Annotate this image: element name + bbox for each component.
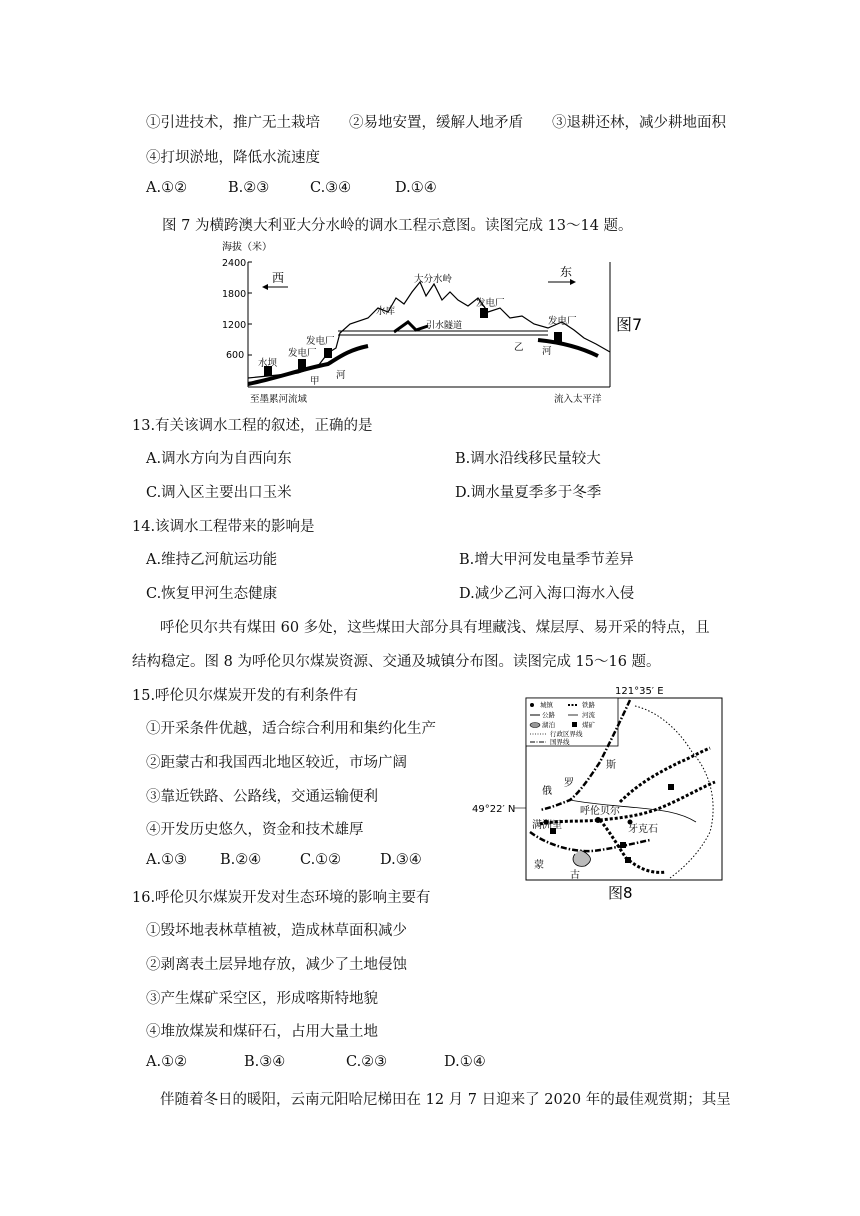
plant-label: 发电厂 — [288, 348, 317, 359]
legend-item: 煤矿 — [582, 721, 595, 729]
plant-label: 发电厂 — [306, 336, 335, 347]
q16-choice-b: B.③④ — [244, 1054, 286, 1070]
q16-choice-a: A.①② — [146, 1054, 188, 1070]
q16-choice-c: C.②③ — [346, 1054, 388, 1070]
options-line-1: ①引进技术，推广无土栽培 ②易地安置，缓解人地矛盾 ③退耕还林，减少耕地面积 — [146, 115, 726, 131]
plant-marker — [324, 348, 332, 358]
plant-marker — [554, 332, 562, 342]
coal-mine-marker — [625, 857, 631, 863]
east-label: 东 — [560, 265, 573, 279]
figure-8 — [470, 682, 730, 904]
question-16-stem: 16.呼伦贝尔煤炭开发对生态环境的影响主要有 — [132, 890, 431, 906]
y-tick: 1800 — [222, 289, 247, 300]
q15-choice-b: B.②④ — [220, 852, 262, 868]
label-yakeshi: 牙克石 — [628, 824, 658, 835]
q13-option-a: A.调水方向为自西向东 — [146, 451, 292, 467]
label-russia: 罗 — [564, 778, 574, 789]
q15-option-2: ②距蒙古和我国西北地区较近，市场广阔 — [146, 755, 407, 771]
label-mongolia: 蒙 — [534, 860, 544, 871]
dam-label: 水坝 — [258, 358, 278, 369]
q16-option-4: ④堆放煤炭和煤矸石，占用大量土地 — [146, 1024, 378, 1040]
figure-label: 图8 — [608, 884, 633, 902]
peak-label: 大分水岭 — [414, 274, 453, 285]
coal-mine-marker — [620, 842, 626, 848]
plant-marker — [298, 359, 306, 369]
choice-c: C.③④ — [310, 180, 352, 196]
river-he-label: 河 — [336, 370, 346, 381]
y-tick: 2400 — [222, 258, 247, 269]
legend-item: 河流 — [582, 711, 595, 719]
q16-option-2: ②剥离表土层异地存放，减少了土地侵蚀 — [146, 957, 407, 973]
label-russia: 俄 — [542, 786, 552, 797]
intro-fig8-line1: 呼伦贝尔共有煤田 60 多处，这些煤田大部分具有埋藏浅、煤层厚、易开采的特点，且 — [160, 620, 710, 636]
question-15-stem: 15.呼伦贝尔煤炭开发的有利条件有 — [132, 688, 359, 704]
intro-fig8-line2: 结构稳定。图 8 为呼伦贝尔煤炭资源、交通及城镇分布图。读图完成 15～16 题。 — [132, 654, 661, 670]
label-manzhouli: 满洲里 — [532, 820, 562, 831]
label-mongolia: 古 — [570, 870, 580, 881]
question-14-stem: 14.该调水工程带来的影响是 — [132, 519, 315, 535]
q16-option-3: ③产生煤矿采空区，形成喀斯特地貌 — [146, 991, 378, 1007]
figure-7 — [218, 238, 648, 408]
river-he-label: 河 — [542, 346, 552, 357]
y-axis-title: 海拔（米） — [222, 242, 272, 253]
legend-item: 铁路 — [582, 701, 595, 709]
q13-option-d: D.调水量夏季多于冬季 — [455, 485, 602, 501]
tunnel-label: 引水隧道 — [426, 321, 463, 331]
q16-choice-d: D.①④ — [444, 1054, 486, 1070]
q14-option-c: C.恢复甲河生态健康 — [146, 586, 278, 602]
latitude-label: 49°22′ N — [472, 804, 516, 815]
plant-label: 发电厂 — [548, 316, 577, 327]
q15-option-4: ④开发历史悠久，资金和技术雄厚 — [146, 822, 364, 838]
intro-fig7: 图 7 为横跨澳大利亚大分水岭的调水工程示意图。读图完成 13～14 题。 — [162, 218, 633, 234]
legend-item: 国界线 — [550, 738, 570, 746]
bottom-right-label: 流入太平洋 — [554, 394, 602, 405]
west-label: 西 — [272, 271, 285, 285]
y-tick: 1200 — [222, 320, 247, 331]
q15-choice-d: D.③④ — [380, 852, 422, 868]
choice-b: B.②③ — [228, 180, 270, 196]
q14-option-b: B.增大甲河发电量季节差异 — [459, 552, 634, 568]
plant-label: 发电厂 — [476, 298, 505, 309]
river-yi-label: 乙 — [514, 342, 524, 353]
longitude-label: 121°35′ E — [615, 686, 664, 697]
city-marker — [595, 817, 601, 823]
choice-d: D.①④ — [395, 180, 437, 196]
legend-item: 城镇 — [540, 701, 553, 709]
coal-mine-marker — [668, 784, 674, 790]
plant-marker — [480, 308, 488, 318]
q16-option-1: ①毁坏地表林草植被，造成林草面积减少 — [146, 923, 407, 939]
options-line-2: ④打坝淤地，降低水流速度 — [146, 150, 320, 166]
q14-option-d: D.减少乙河入海口海水入侵 — [459, 586, 635, 602]
reservoir-label: 水库 — [376, 306, 396, 317]
legend-item: 行政区界线 — [550, 730, 583, 738]
q15-choice-a: A.①③ — [146, 852, 188, 868]
bottom-left-label: 至墨累河流域 — [250, 394, 308, 405]
legend-item: 湖泊 — [542, 721, 555, 729]
q15-option-3: ③靠近铁路、公路线，交通运输便利 — [146, 789, 378, 805]
figure-label: 图7 — [616, 315, 643, 334]
q13-option-b: B.调水沿线移民量较大 — [455, 451, 601, 467]
bottom-paragraph: 伴随着冬日的暖阳，云南元阳哈尼梯田在 12 月 7 日迎来了 2020 年的最佳观赏期；其呈 — [160, 1092, 731, 1108]
label-russia: 斯 — [606, 760, 616, 771]
choice-a: A.①② — [146, 180, 188, 196]
river-jia-label: 甲 — [310, 376, 320, 387]
q14-option-a: A.维持乙河航运功能 — [146, 552, 278, 568]
q15-option-1: ①开采条件优越，适合综合利用和集约化生产 — [146, 721, 436, 737]
q13-option-c: C.调入区主要出口玉米 — [146, 485, 292, 501]
legend-item: 公路 — [542, 711, 555, 719]
label-hulunbuir: 呼伦贝尔 — [580, 806, 620, 817]
y-tick: 600 — [226, 350, 245, 361]
question-13-stem: 13.有关该调水工程的叙述，正确的是 — [132, 418, 373, 434]
q15-choice-c: C.①② — [300, 852, 342, 868]
